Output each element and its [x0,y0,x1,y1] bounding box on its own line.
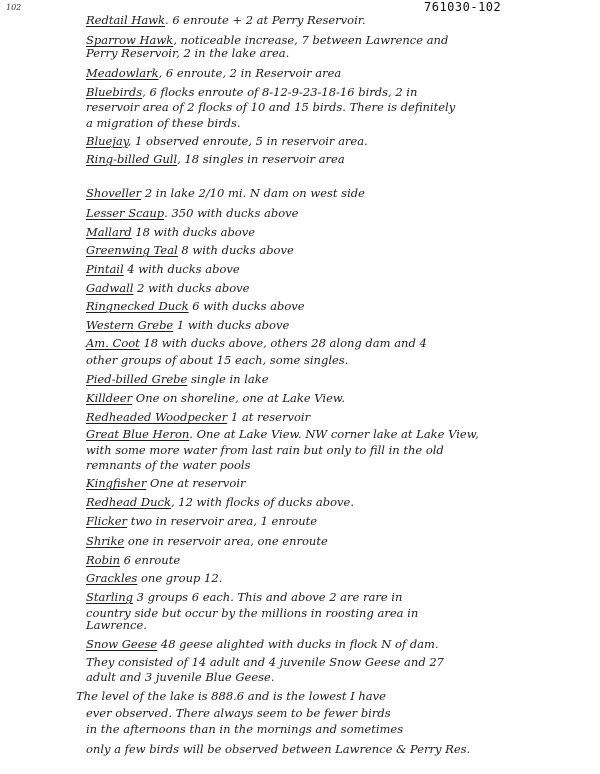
note-text: remnants of the water pools [86,458,251,472]
species-name: Starling [86,590,133,604]
note-line [86,637,439,651]
note-text: , 18 singles in reservoir area [177,152,345,166]
note-text: Lawrence. [86,618,147,632]
note-line [86,618,147,632]
note-line [86,262,240,276]
note-line [86,742,470,756]
note-line [86,495,354,509]
species-name: Am. Coot [86,336,140,350]
note-line [86,100,455,114]
note-text: 6 with ducks above [188,299,305,313]
note-text: 18 with ducks above [131,225,256,239]
note-text: . 6 enroute + 2 at Perry Reservoir. [165,13,366,27]
note-line [86,299,305,313]
note-line [86,553,180,567]
note-text: Perry Reservoir, 2 in the lake area. [86,46,290,60]
species-name: Gadwall [86,281,134,295]
note-text: country side but occur by the millions in roosting area in [86,606,419,620]
note-line [86,116,241,130]
species-name: Redheaded Woodpecker [86,410,228,424]
note-text: 48 geese alighted with ducks in flock N of dam. [157,637,439,651]
note-text: 18 with ducks above, others 28 along dam and 4 [139,336,427,350]
note-line [86,353,348,367]
species-name: Flicker [86,514,128,528]
note-text: 8 with ducks above [177,243,294,257]
note-line [86,722,403,736]
note-line [86,372,269,386]
note-text: with some more water from last rain but only to fill in the old [86,443,444,457]
note-text: One on shoreline, one at Lake View. [132,391,346,405]
note-text: one group 12. [137,571,223,585]
note-line [86,243,294,257]
note-line [86,281,249,295]
note-line [86,476,246,490]
note-text: 3 groups 6 each. This and above 2 are rare in [132,590,403,604]
note-text: reservoir area of 2 flocks of 10 and 15 birds. There is definitely [86,100,456,114]
note-line [86,655,444,669]
note-line [86,534,328,548]
note-line [86,410,310,424]
note-line [86,571,222,585]
note-line [86,13,366,27]
species-name: Kingfisher [86,476,147,490]
species-name: Shoveller [86,186,142,200]
species-name: Ringnecked Duck [86,299,189,313]
species-name: Great Blue Heron [86,427,190,441]
note-line [86,46,289,60]
species-name: Redhead Duck [86,495,171,509]
note-line [86,225,255,239]
note-text: two in reservoir area, 1 enroute [127,514,318,528]
note-line [76,689,386,703]
note-text: ever observed. There always seem to be fewer birds [86,706,391,720]
note-line [86,318,289,332]
note-text: . 350 with ducks above [164,206,299,220]
note-line [86,336,427,350]
note-line [86,66,341,80]
note-text: in the afternoons than in the mornings and sometimes [86,722,404,736]
note-text: 4 with ducks above [123,262,240,276]
species-name: Lesser Scaup [86,206,165,220]
note-line [86,206,298,220]
species-name: Robin [86,553,121,567]
species-name: Sparrow Hawk [86,33,174,47]
note-text: other groups of about 15 each, some singles. [86,353,349,367]
note-line [86,186,365,200]
note-text: , noticeable increase, 7 between Lawrence and [173,33,449,47]
note-line [86,443,444,457]
note-text: , 1 observed enroute, 5 in reservoir area. [127,134,368,148]
species-name: Redtail Hawk [86,13,166,27]
species-name: Meadowlark [86,66,159,80]
note-text: They consisted of 14 adult and 4 juvenile Snow Geese and 27 [86,655,444,669]
note-text: , 6 enroute, 2 in Reservoir area [158,66,342,80]
note-line [86,590,402,604]
species-name: Mallard [86,225,132,239]
species-name: Bluejay [86,134,128,148]
note-line [86,670,275,684]
note-text: only a few birds will be observed between Lawrence & Perry Res. [86,742,471,756]
note-line [86,152,345,166]
note-text: 1 with ducks above [173,318,290,332]
species-name: Grackles [86,571,138,585]
note-text: single in lake [187,372,269,386]
note-line [86,706,391,720]
note-text: The level of the lake is 888.6 and is the lowest I have [76,689,386,703]
note-text: 1 at reservoir [227,410,311,424]
note-line [86,391,345,405]
note-text: One at reservoir [146,476,246,490]
species-name: Pintail [86,262,124,276]
note-text: , 12 with flocks of ducks above. [170,495,354,509]
note-line [86,427,479,441]
species-name: Greenwing Teal [86,243,178,257]
species-name: Ring-billed Gull [86,152,178,166]
page-number: 102 [6,3,22,12]
species-name: Shrike [86,534,125,548]
note-text: one in reservoir area, one enroute [124,534,328,548]
species-name: Western Grebe [86,318,174,332]
note-text: a migration of these birds. [86,116,241,130]
note-text: 6 enroute [120,553,181,567]
note-line [86,85,417,99]
species-name: Pied-billed Grebe [86,372,188,386]
note-text: 2 with ducks above [133,281,250,295]
note-line [86,458,250,472]
note-line [86,134,368,148]
note-text: adult and 3 juvenile Blue Geese. [86,670,275,684]
species-name: Killdeer [86,391,133,405]
species-name: Bluebirds [86,85,143,99]
document-id: 761030-102 [424,0,502,14]
note-line [86,33,448,47]
species-name: Snow Geese [86,637,158,651]
note-line [86,514,317,528]
note-text: 2 in lake 2/10 mi. N dam on west side [141,186,365,200]
note-text: . One at Lake View. NW corner lake at Lake View, [189,427,479,441]
note-text: , 6 flocks enroute of 8-12-9-23-18-16 birds, 2 in [142,85,418,99]
